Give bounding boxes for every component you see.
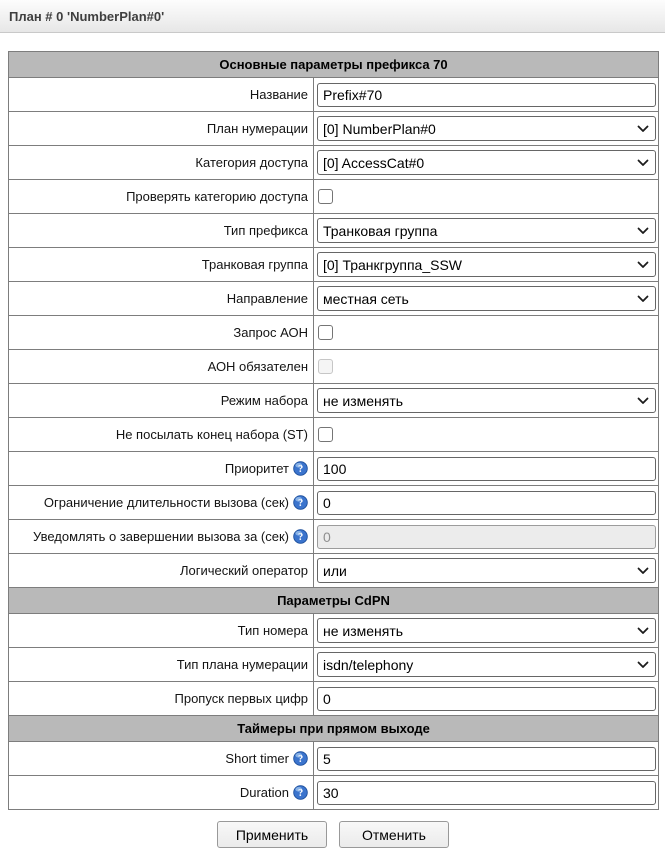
field-direction [9, 282, 659, 316]
request-cli-checkbox[interactable] [318, 325, 333, 340]
check-access-category-label: Проверять категорию доступа [126, 189, 308, 204]
field-numbering-plan-type [9, 648, 659, 682]
svg-text:?: ? [297, 788, 304, 800]
help-icon[interactable] [293, 751, 308, 766]
priority-label: Приоритет [224, 461, 289, 476]
svg-text:?: ? [297, 754, 304, 766]
duration-label: Duration [239, 785, 289, 800]
prefix-type-select[interactable] [317, 218, 656, 243]
duration-input[interactable] [317, 781, 656, 805]
number-type-label: Тип номера [237, 623, 308, 638]
skip-first-digits-input[interactable] [317, 687, 656, 711]
access-category-label: Категория доступа [195, 155, 308, 170]
request-cli-label: Запрос АОН [233, 325, 308, 340]
call-end-notice-label: Уведомлять о завершении вызова за (сек) [33, 529, 289, 544]
trunk-group-label: Транковая группа [201, 257, 308, 272]
no-end-of-dial-label: Не посылать конец набора (ST) [115, 427, 308, 442]
form-actions [8, 821, 658, 848]
field-no-end-of-dial [9, 418, 659, 452]
number-type-select[interactable] [317, 618, 656, 643]
logical-operator-label: Логический оператор [179, 563, 308, 578]
dial-mode-select[interactable] [317, 388, 656, 413]
help-icon[interactable] [293, 529, 308, 544]
short-timer-label: Short timer [225, 751, 289, 766]
field-number-type [9, 614, 659, 648]
section-header-prefix-params: Основные параметры префикса 70 [9, 52, 659, 78]
name-input[interactable] [317, 83, 656, 107]
help-icon[interactable] [293, 495, 308, 510]
field-access-category [9, 146, 659, 180]
svg-text:?: ? [297, 464, 304, 476]
help-icon[interactable] [293, 461, 308, 476]
check-access-category-checkbox[interactable] [318, 189, 333, 204]
page-title: План # 0 'NumberPlan#0' [0, 0, 665, 33]
field-logical-operator [9, 554, 659, 588]
name-label: Название [249, 87, 308, 102]
field-priority [9, 452, 659, 486]
trunk-group-select[interactable] [317, 252, 656, 277]
field-prefix-type [9, 214, 659, 248]
field-check-access-category [9, 180, 659, 214]
help-icon[interactable] [293, 785, 308, 800]
short-timer-input[interactable] [317, 747, 656, 771]
apply-button[interactable]: Применить [217, 821, 327, 848]
numbering-plan-type-select[interactable] [317, 652, 656, 677]
field-skip-first-digits [9, 682, 659, 716]
skip-first-digits-label: Пропуск первых цифр [174, 691, 308, 706]
dial-mode-label: Режим набора [220, 393, 308, 408]
field-name [9, 78, 659, 112]
svg-text:?: ? [297, 498, 304, 510]
field-trunk-group [9, 248, 659, 282]
numbering-plan-type-label: Тип плана нумерации [176, 657, 308, 672]
field-dial-mode [9, 384, 659, 418]
numbering-plan-select[interactable] [317, 116, 656, 141]
no-end-of-dial-checkbox[interactable] [318, 427, 333, 442]
priority-input[interactable] [317, 457, 656, 481]
prefix-type-label: Тип префикса [223, 223, 308, 238]
call-duration-limit-input[interactable] [317, 491, 656, 515]
field-call-duration-limit [9, 486, 659, 520]
direction-select[interactable] [317, 286, 656, 311]
direction-label: Направление [226, 291, 308, 306]
field-cli-required [9, 350, 659, 384]
numbering-plan-label: План нумерации [206, 121, 308, 136]
cli-required-checkbox [318, 359, 333, 374]
field-numbering-plan [9, 112, 659, 146]
field-duration [9, 776, 659, 810]
svg-text:?: ? [297, 532, 304, 544]
field-request-cli [9, 316, 659, 350]
call-duration-limit-label: Ограничение длительности вызова (сек) [43, 495, 289, 510]
section-header-direct-exit-timers: Таймеры при прямом выходе [9, 716, 659, 742]
section-header-cdpn-params: Параметры CdPN [9, 588, 659, 614]
field-short-timer [9, 742, 659, 776]
logical-operator-select[interactable] [317, 558, 656, 583]
cancel-button[interactable]: Отменить [339, 821, 449, 848]
call-end-notice-input [317, 525, 656, 549]
cli-required-label: АОН обязателен [207, 359, 308, 374]
field-call-end-notice [9, 520, 659, 554]
prefix-settings-table [8, 51, 659, 810]
access-category-select[interactable] [317, 150, 656, 175]
